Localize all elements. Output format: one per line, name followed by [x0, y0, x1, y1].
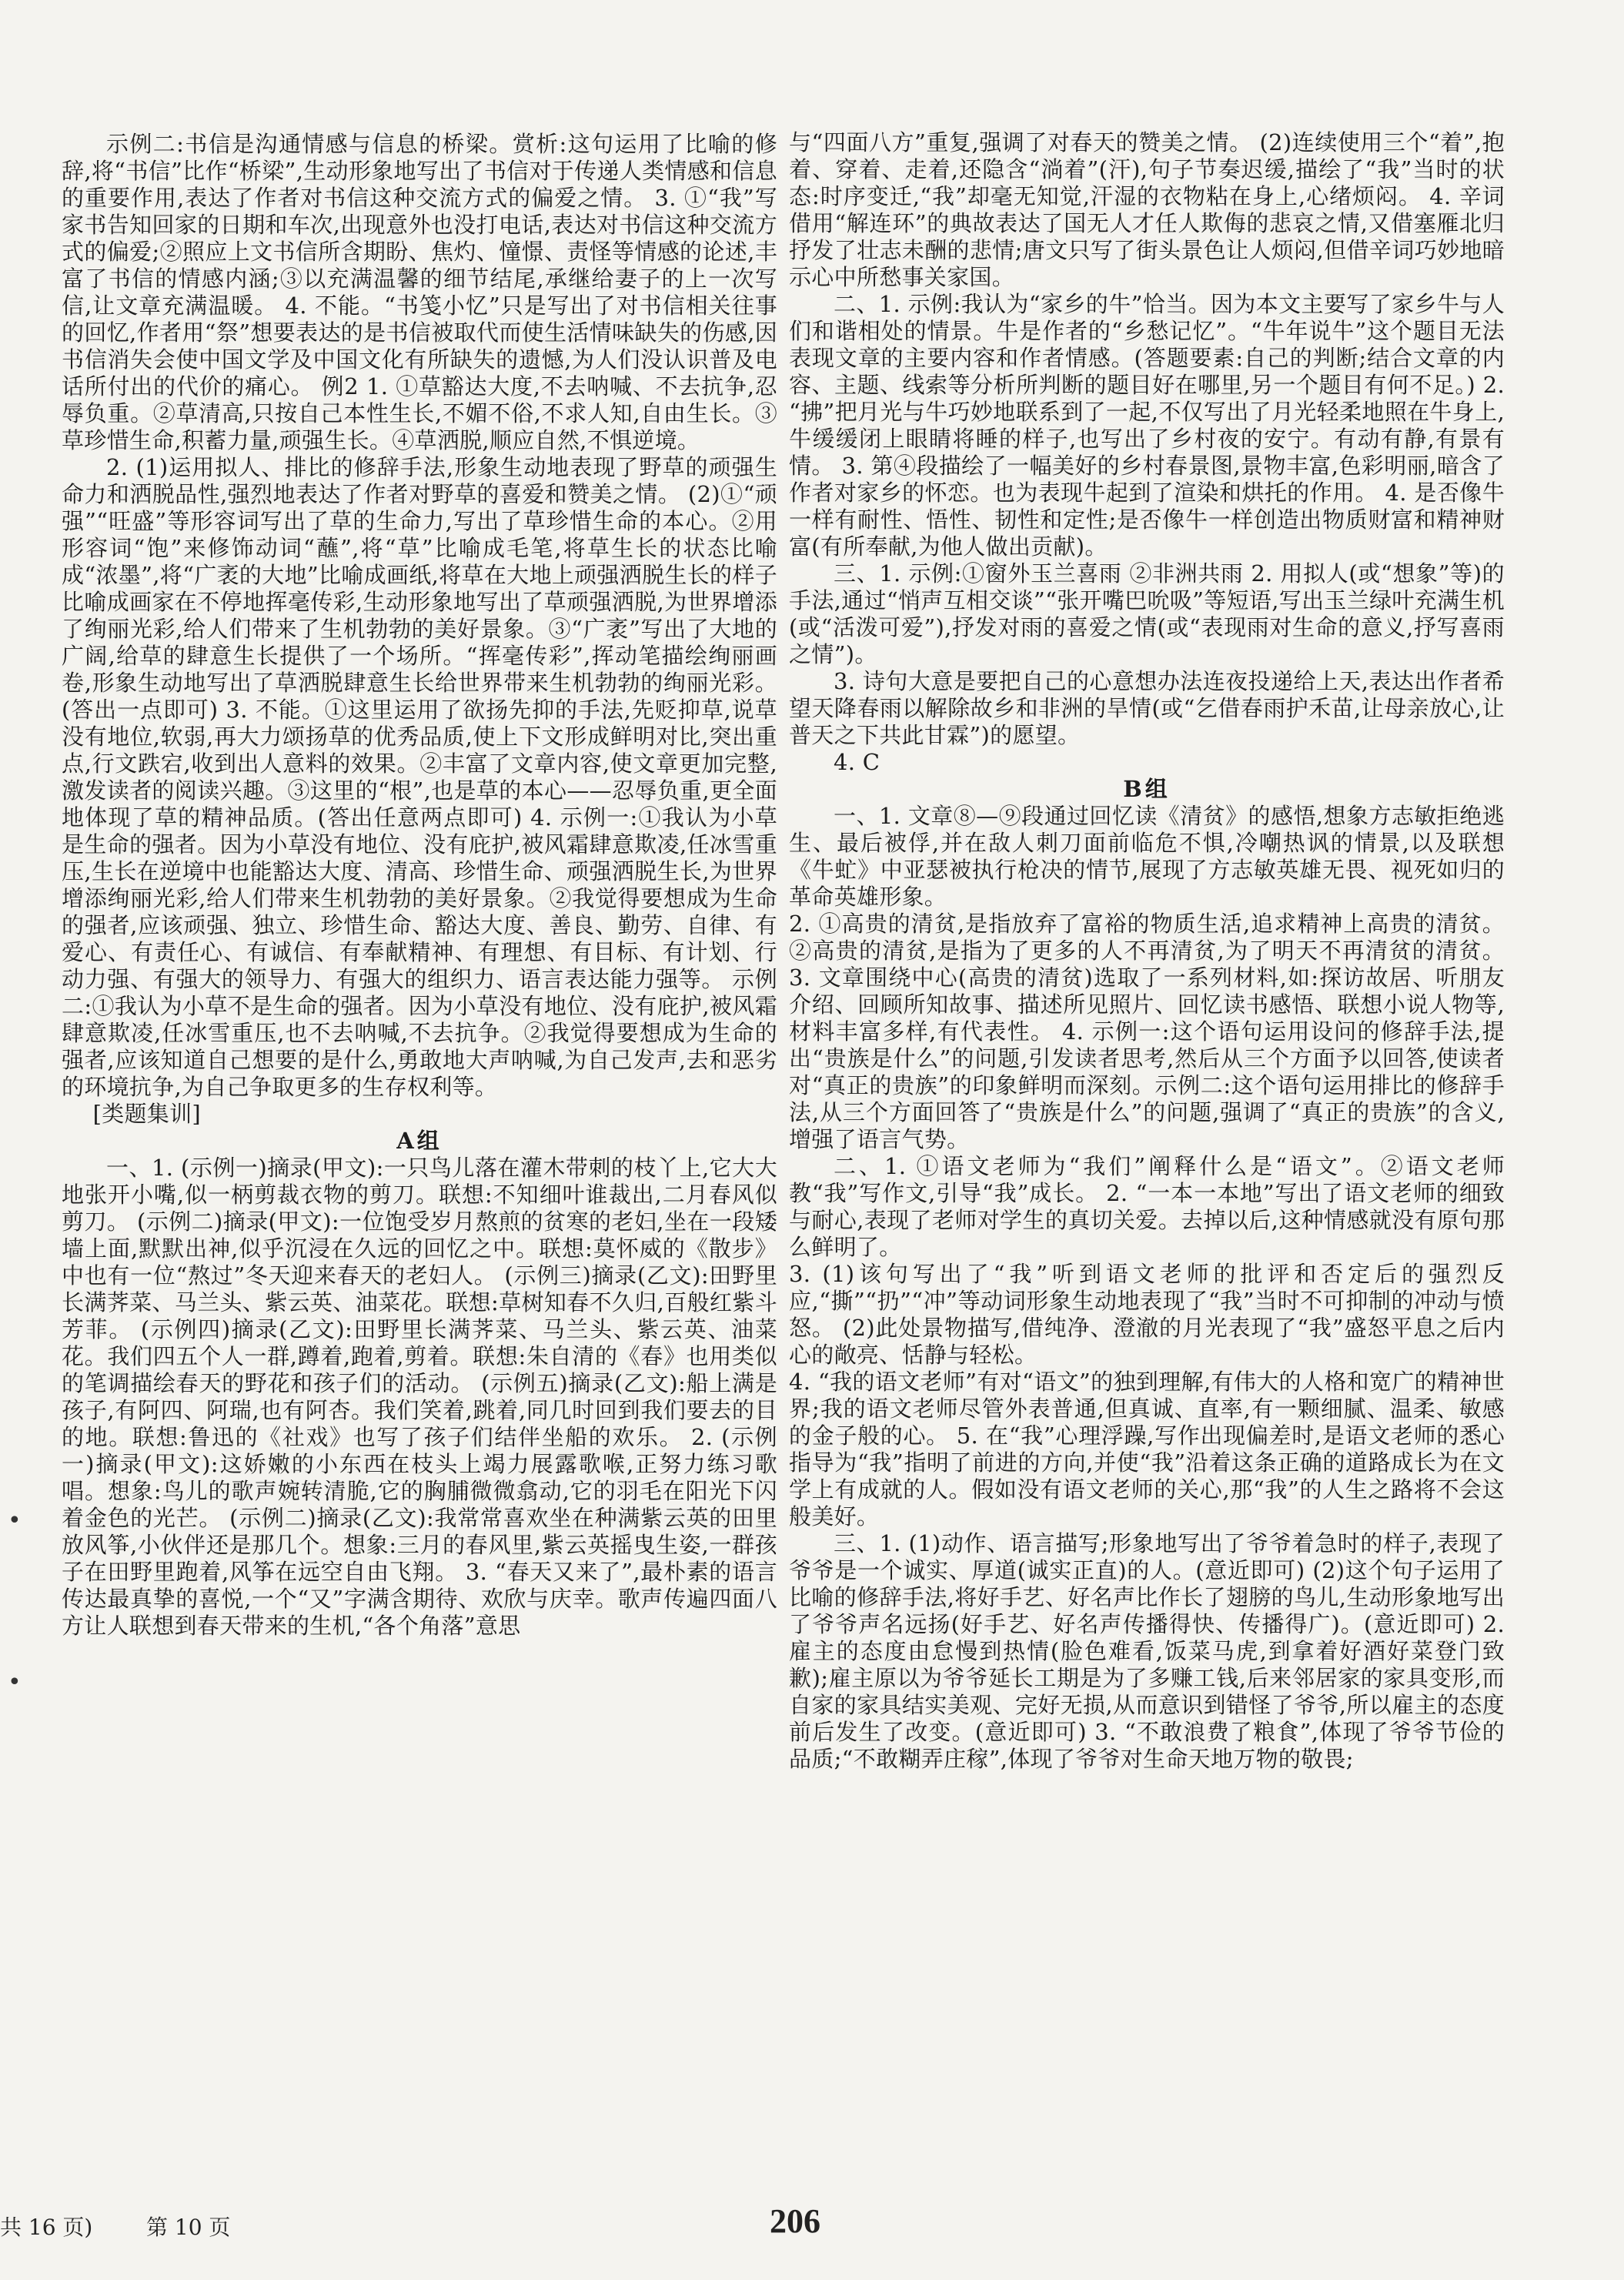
paragraph: 三、1. (1)动作、语言描写;形象地写出了爷爷着急时的样子,表现了爷爷是一个诚实、厚道(诚实正直)的人。(意近即可) (2)这个句子运用了比喻的修辞手法,将好手艺、好名声比作长了翅膀的鸟儿,生动形象地写出了爷爷声名远扬(好手艺、好名声传播得快、传播得广)。(意近即可) 2. 雇主的态度由怠慢到热情(脸色难看,饭菜马虎,到拿着好酒好菜登门致歉);雇主原以为爷爷延长工期是为了多赚工钱,后来邻居家的家具变形,而自家的家具结实美观、完好无损,从而意识到错怪了爷爷,所以雇主的态度前后发生了改变。(意近即可) 3. “不敢浪费了粮食”,体现了爷爷节俭的品质;“不敢糊弄庄稼”,体现了爷爷对生命天地万物的敬畏; — [789, 1530, 1505, 1772]
paragraph: 与“四面八方”重复,强调了对春天的赞美之情。 (2)连续使用三个“着”,抱着、穿着、走着,还隐含“淌着”(汗),句子节奏迟缓,描绘了“我”当时的状态:时序变迁,“我”却毫无知觉,汗湿的衣物粘在身上,心绪烦闷。 4. 辛词借用“解连环”的典故表达了国无人才任人欺侮的悲哀之情,又借塞雁北归抒发了壮志未酬的悲情;唐文只写了街头景色让人烦闷,但借辛词巧妙地暗示心中所愁事关家国。 — [789, 129, 1505, 290]
margin-dot: • — [8, 1507, 22, 1534]
paragraph: 4. C — [834, 749, 881, 775]
paragraph: 一、1. 文章⑧—⑨段通过回忆读《清贫》的感悟,想象方志敏拒绝逃生、最后被俘,并在敌人刺刀面前临危不惧,冷嘲热讽的情景,以及联想《牛虻》中亚瑟被执行枪决的情节,展现了方志敏英雄无畏、视死如归的革命英雄形象。 — [789, 803, 1505, 910]
paragraph: 三、1. 示例:①窗外玉兰喜雨 ②非洲共雨 2. 用拟人(或“想象”等)的手法,通过“悄声互相交谈”“张开嘴巴吮吸”等短语,写出玉兰绿叶充满生机(或“活泼可爱”),抒发对雨的喜爱之情(或“表现雨对生命的意义,抒写喜雨之情”)。 — [789, 560, 1505, 667]
margin-dot: • — [8, 1669, 22, 1696]
paragraph: 3. 诗句大意是要把自己的心意想办法连夜投递给上天,表达出作者希望天降春雨以解除故乡和非洲的旱情(或“乞借春雨护禾苗,让母亲放心,让普天之下共此甘霖”)的愿望。 — [789, 668, 1505, 748]
paragraph: 2. (1)运用拟人、排比的修辞手法,形象生动地表现了野草的顽强生命力和洒脱品性,强烈地表达了作者对野草的喜爱和赞美之情。 (2)①“顽强”“旺盛”等形容词写出了草的生命力,写出了草珍惜生命的本心。②用形容词“饱”来修饰动词“蘸”,将“草”比喻成毛笔,将草生长的状态比喻成“浓墨”,将“广袤的大地”比喻成画纸,将草在大地上顽强洒脱生长的样子比喻成画家在不停地挥毫传彩,生动形象地写出了草顽强洒脱,为世界增添了绚丽光彩,给人们带来了生机勃勃的美好景象。③“广袤”写出了大地的广阔,给草的肆意生长提供了一个场所。“挥毫传彩”,挥动笔描绘绚丽画卷,形象生动地写出了草洒脱肆意生长给世界带来生机勃勃的绚丽光彩。(答出一点即可) 3. 不能。①这里运用了欲扬先抑的手法,先贬抑草,说草没有地位,软弱,再大力颂扬草的优秀品质,使上下文形成鲜明对比,突出重点,行文跌宕,收到出人意料的效果。②丰富了文章内容,使文章更加完整,激发读者的阅读兴趣。③这里的“根”,也是草的本心——忍辱负重,更全面地体现了草的精神品质。(答出任意两点即可) 4. 示例一:①我认为小草是生命的强者。因为小草没有地位、没有庇护,被风霜肆意欺凌,任冰雪重压,生长在逆境中也能豁达大度、清高、珍惜生命、顽强洒脱生长,为世界增添绚丽光彩,给人们带来生机勃勃的美好景象。②我觉得要想成为生命的强者,应该顽强、独立、珍惜生命、豁达大度、善良、勤劳、自律、有爱心、有责任心、有诚信、有奉献精神、有理想、有目标、有计划、行动力强、有强大的领导力、有强大的组织力、语言表达能力强等。 示例二:①我认为小草不是生命的强者。因为小草没有地位、没有庇护,被风霜肆意欺凌,任冰雪重压,也不去呐喊,不去抗争。②我觉得要想成为生命的强者,应该知道自己想要的是什么,勇敢地大声呐喊,为自己发声,去和恶劣的环境抗争,为自己争取更多的生存权利等。 — [62, 454, 777, 1100]
paragraph: 二、1. ①语文老师为“我们”阐释什么是“语文”。②语文老师教“我”写作文,引导“我”成长。 2. “一本一本地”写出了语文老师的细致与耐心,表现了老师对学生的真切关爱。去掉以后,这种情感就没有原句那么鲜明了。 — [789, 1153, 1505, 1260]
section-heading: [类题集训] — [92, 1101, 202, 1127]
group-heading: A组 — [396, 1128, 443, 1154]
paragraph: 4. “我的语文老师”有对“语文”的独到理解,有伟大的人格和宽广的精神世界;我的语文老师尽管外表普通,但真诚、直率,有一颗细腻、温柔、敏感的金子般的心。 5. 在“我”心理浮躁,写作出现偏差时,是语文老师的悉心指导为“我”指明了前进的方向,并使“我”沿着这条正确的道路成长为在文学上有成就的人。假如没有语文老师的关心,那“我”的人生之路将不会这般美好。 — [789, 1369, 1505, 1529]
group-heading: B组 — [1123, 776, 1171, 802]
footer-total-pages: 共 16 页) — [0, 2215, 93, 2240]
right-column — [789, 129, 1505, 1773]
footer-page-label: 第 10 页 — [146, 2215, 231, 2240]
paragraph: 一、1. (示例一)摘录(甲文):一只鸟儿落在灌木带刺的枝丫上,它大大地张开小嘴,似一柄剪裁衣物的剪刀。联想:不知细叶谁裁出,二月春风似剪刀。 (示例二)摘录(甲文):一位饱受岁月熬煎的贫寒的老妇,坐在一段矮墙上面,默默出神,似乎沉浸在久远的回忆之中。联想:莫怀威的《散步》中也有一位“熬过”冬天迎来春天的老妇人。 (示例三)摘录(乙文):田野里长满荠菜、马兰头、紫云英、油菜花。联想:草树知春不久归,百般红紫斗芳菲。 (示例四)摘录(乙文):田野里长满荠菜、马兰头、紫云英、油菜花。我们四五个人一群,蹲着,跑着,剪着。联想:朱自清的《春》也用类似的笔调描绘春天的野花和孩子们的活动。 (示例五)摘录(乙文):船上满是孩子,有阿四、阿瑞,也有阿杏。我们笑着,跳着,同几时回到我们要去的目的地。联想:鲁迅的《社戏》也写了孩子们结伴坐船的欢乐。 2. (示例一)摘录(甲文):这娇嫩的小东西在枝头上竭力展露歌喉,正努力练习歌唱。想象:鸟儿的歌声婉转清脆,它的胸脯微微翕动,它的羽毛在阳光下闪着金色的光芒。 (示例二)摘录(乙文):我常常喜欢坐在种满紫云英的田里放风筝,小伙伴还是那几个。想象:三月的春风里,紫云英摇曳生姿,一群孩子在田野里跑着,风筝在远空自由飞翔。 3. “春天又来了”,最朴素的语言传达最真挚的喜悦,一个“又”字满含期待、欢欣与庆幸。歌声传遍四面八方让人联想到春天带来的生机,“各个角落”意思 — [62, 1155, 777, 1639]
paragraph: 2. ①高贵的清贫,是指放弃了富裕的物质生活,追求精神上高贵的清贫。②高贵的清贫,是指为了更多的人不再清贫,为了明天不再清贫的清贫。 3. 文章围绕中心(高贵的清贫)选取了一系列材料,如:探访故居、听朋友介绍、回顾所知故事、描述所见照片、回忆读书感悟、联想小说人物等,材料丰富多样,有代表性。 4. 示例一:这个语句运用设问的修辞手法,提出“贵族是什么”的问题,引发读者思考,然后从三个方面予以回答,使读者对“真正的贵族”的印象鲜明而深刻。示例二:这个语句运用排比的修辞手法,从三个方面回答了“贵族是什么”的问题,强调了“真正的贵族”的含义,增强了语言气势。 — [789, 911, 1505, 1152]
paragraph: 二、1. 示例:我认为“家乡的牛”恰当。因为本文主要写了家乡牛与人们和谐相处的情景。牛是作者的“乡愁记忆”。“牛年说牛”这个题目无法表现文章的主要内容和作者情感。(答题要素:自己的判断;结合文章的内容、主题、线索等分析所判断的题目好在哪里,另一个题目有何不足。) 2. “拂”把月光与牛巧妙地联系到了一起,不仅写出了月光轻柔地照在牛身上,牛缓缓闭上眼睛将睡的样子,也写出了乡村夜的安宁。有动有静,有景有情。 3. 第④段描绘了一幅美好的乡村春景图,景物丰富,色彩明丽,暗含了作者对家乡的怀恋。也为表现牛起到了渲染和烘托的作用。 4. 是否像牛一样有耐性、悟性、韧性和定性;是否像牛一样创造出物质财富和精神财富(有所奉献,为他人做出贡献)。 — [789, 291, 1505, 560]
paragraph: 示例二:书信是沟通情感与信息的桥梁。赏析:这句运用了比喻的修辞,将“书信”比作“桥梁”,生动形象地写出了书信对于传递人类情感和信息的重要作用,表达了作者对书信这种交流方式的偏爱之情。 3. ①“我”写家书告知回家的日期和车次,出现意外也没打电话,表达对书信这种交流方式的偏爱;②照应上文书信所含期盼、焦灼、憧憬、责怪等情感的论述,丰富了书信的情感内涵;③以充满温馨的细节结尾,承继给妻子的上一次写信,让文章充满温暖。 4. 不能。“书笺小忆”只是写出了对书信相关往事的回忆,作者用“祭”想要表达的是书信被取代而使生活情味缺失的伤感,因书信消失会使中国文学及中国文化有所缺失的遗憾,为人们没认识普及电话所付出的代价的痛心。 例2 1. ①草豁达大度,不去呐喊、不去抗争,忍辱负重。②草清高,只按自己本性生长,不媚不俗,不求人知,自由生长。③草珍惜生命,积蓄力量,顽强生长。④草洒脱,顺应自然,不惧逆境。 — [62, 131, 777, 453]
left-column — [62, 131, 777, 1640]
paragraph: 3. (1)该句写出了“我”听到语文老师的批评和否定后的强烈反应,“撕”“扔”“冲”等动词形象生动地表现了“我”当时不可抑制的冲动与愤怒。 (2)此处景物描写,借纯净、澄澈的月光表现了“我”盛怒平息之后内心的敞亮、恬静与轻松。 — [789, 1261, 1505, 1368]
page-number: 206 — [770, 2202, 820, 2240]
